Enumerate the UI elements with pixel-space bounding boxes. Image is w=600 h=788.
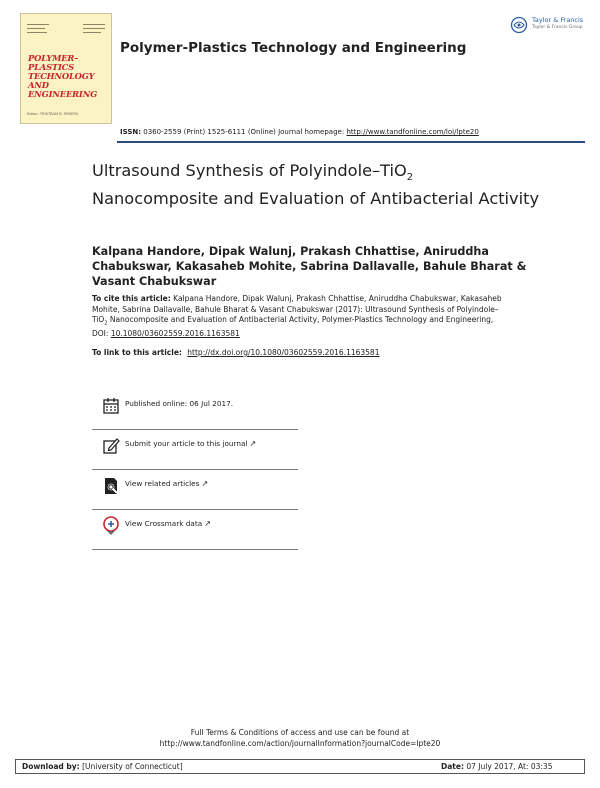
cover-text-line bbox=[83, 24, 105, 25]
published-online-text: Published online: 06 Jul 2017. bbox=[125, 399, 234, 408]
external-link-icon: ↗ bbox=[249, 439, 257, 448]
cover-title: POLYMER–PLASTICS TECHNOLOGY AND ENGINEERING bbox=[28, 53, 98, 99]
citation-block bbox=[92, 294, 512, 340]
article-title-part2: Nanocomposite and Evaluation of Antibacterial Activity bbox=[92, 189, 540, 209]
journal-cover-thumbnail bbox=[20, 13, 112, 124]
cover-text-line bbox=[27, 28, 45, 29]
search-document-icon bbox=[101, 476, 121, 496]
article-link-line bbox=[92, 348, 532, 357]
article-doi-url[interactable]: http://dx.doi.org/10.1080/03602559.2016.1163581 bbox=[187, 348, 380, 357]
issn-line bbox=[120, 128, 479, 136]
crossmark-link[interactable] bbox=[92, 510, 298, 550]
article-title bbox=[92, 160, 572, 209]
article-link-label: To link to this article: bbox=[92, 348, 182, 357]
external-link-icon: ↗ bbox=[201, 479, 209, 488]
published-online-row bbox=[92, 390, 298, 430]
publisher-logo-sub: Taylor & Francis Group bbox=[532, 25, 583, 30]
citation-text-1: Kalpana Handore, Dipak Walunj, Prakash Chhattise, Aniruddha Chabukswar, Kakasaheb Mohite, Sabrina Dallavalle, Bahule Bharat & Vasant Chabukswar (2017): Ultrasound Synthesis of Polyindole–TiO bbox=[92, 294, 502, 324]
download-date-label: Date: bbox=[441, 762, 464, 771]
crossmark-icon bbox=[101, 516, 121, 536]
crossmark-text: View Crossmark data bbox=[125, 519, 203, 528]
edit-icon bbox=[101, 436, 121, 456]
cover-text-line bbox=[27, 24, 49, 25]
issn-label: ISSN: bbox=[120, 128, 142, 136]
citation-label: To cite this article: bbox=[92, 294, 171, 303]
cover-editor: Editor: TRISTRAM B. PEDERS bbox=[27, 112, 79, 116]
cover-text-line bbox=[83, 28, 105, 29]
download-date-value: 07 July 2017, At: 03:35 bbox=[466, 762, 553, 771]
citation-subscript: 2 bbox=[104, 320, 108, 327]
download-by-label: Download by: bbox=[22, 762, 80, 771]
download-by-value: [University of Connecticut] bbox=[82, 762, 183, 771]
related-articles-link[interactable] bbox=[92, 470, 298, 510]
issn-text: 0360-2559 (Print) 1525-6111 (Online) Journal homepage: bbox=[143, 128, 345, 136]
citation-text-2: Nanocomposite and Evaluation of Antibacterial Activity, Polymer-Plastics Technology and Engineering, DOI: bbox=[92, 315, 494, 338]
header-divider bbox=[117, 141, 585, 143]
cover-text-line bbox=[27, 32, 47, 33]
external-link-icon: ↗ bbox=[204, 519, 211, 528]
related-articles-text: View related articles bbox=[125, 479, 200, 488]
article-links-list bbox=[92, 390, 298, 550]
submit-article-link[interactable] bbox=[92, 430, 298, 470]
terms-footer bbox=[0, 727, 600, 749]
download-info-bar bbox=[15, 760, 585, 774]
article-title-subscript: 2 bbox=[406, 172, 414, 184]
article-title-part1: Ultrasound Synthesis of Polyindole–TiO bbox=[92, 161, 407, 180]
publisher-logo[interactable] bbox=[510, 16, 590, 36]
publisher-logo-name: Taylor & Francis bbox=[532, 16, 584, 24]
calendar-icon bbox=[101, 396, 121, 416]
citation-doi-link[interactable]: 10.1080/03602559.2016.1163581 bbox=[110, 329, 240, 338]
cover-text-line bbox=[83, 32, 101, 33]
journal-homepage-link[interactable]: http://www.tandfonline.com/loi/lpte20 bbox=[346, 128, 479, 136]
submit-article-text: Submit your article to this journal bbox=[125, 439, 248, 448]
journal-name[interactable]: Polymer-Plastics Technology and Engineering bbox=[120, 40, 467, 56]
publisher-logo-icon bbox=[510, 16, 528, 34]
terms-footer-url[interactable]: http://www.tandfonline.com/action/journalInformation?journalCode=lpte20 bbox=[159, 739, 441, 748]
terms-footer-line1: Full Terms & Conditions of access and use can be found at bbox=[190, 728, 410, 737]
article-authors: Kalpana Handore, Dipak Walunj, Prakash Chhattise, Aniruddha Chabukswar, Kakasaheb Mohite, Sabrina Dallavalle, Bahule Bharat & Vasant Chabukswar bbox=[92, 245, 527, 288]
